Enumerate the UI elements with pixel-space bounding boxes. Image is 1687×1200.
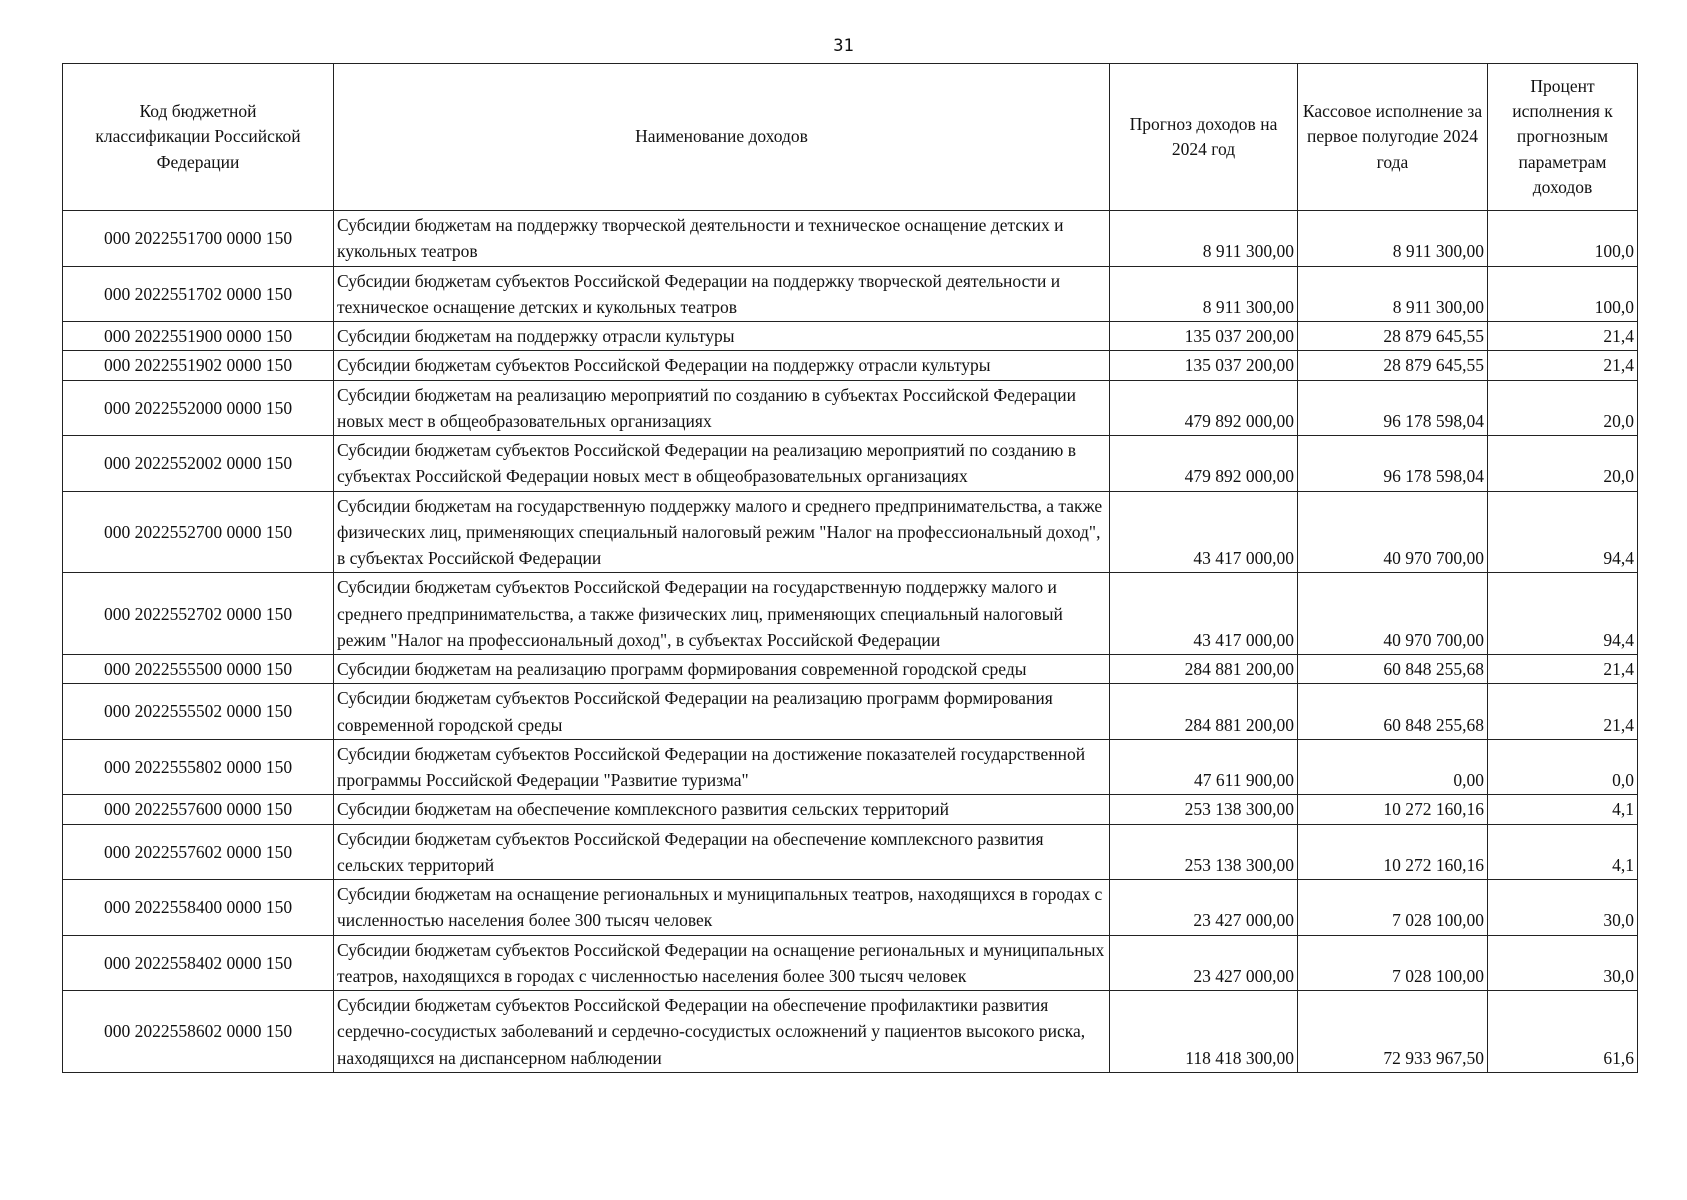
cell-name: Субсидии бюджетам субъектов Российской Федерации на обеспечение профилактики развития сердечно-сосудистых заболеваний и сердечно-сосудистых осложнений у пациентов высокого риска, находящихся на диспансерном наблюдении (334, 991, 1110, 1073)
cell-name: Субсидии бюджетам субъектов Российской Федерации на реализацию мероприятий по созданию в субъектах Российской Федерации новых мест в общеобразовательных организациях (334, 436, 1110, 492)
cell-percent: 4,1 (1488, 795, 1638, 824)
table-row (63, 211, 1638, 267)
table-row (63, 380, 1638, 436)
cell-code: 000 2022551702 0000 150 (63, 266, 334, 322)
cell-execution: 8 911 300,00 (1298, 266, 1488, 322)
cell-forecast: 479 892 000,00 (1110, 380, 1298, 436)
cell-forecast: 8 911 300,00 (1110, 266, 1298, 322)
table-row (63, 991, 1638, 1073)
table-row (63, 684, 1638, 740)
cell-forecast: 43 417 000,00 (1110, 573, 1298, 655)
cell-percent: 30,0 (1488, 880, 1638, 936)
table-header-row (63, 64, 1638, 211)
cell-forecast: 253 138 300,00 (1110, 795, 1298, 824)
cell-execution: 10 272 160,16 (1298, 795, 1488, 824)
cell-forecast: 253 138 300,00 (1110, 824, 1298, 880)
cell-execution: 10 272 160,16 (1298, 824, 1488, 880)
cell-name: Субсидии бюджетам на государственную поддержку малого и среднего предпринимательства, а также физических лиц, применяющих специальный налоговый режим "Налог на профессиональный доход", в субъектах Российской Федерации (334, 491, 1110, 573)
cell-percent: 94,4 (1488, 573, 1638, 655)
cell-name: Субсидии бюджетам субъектов Российской Федерации на обеспечение комплексного развития сельских территорий (334, 824, 1110, 880)
page-number: 31 (833, 36, 854, 56)
cell-code: 000 2022557600 0000 150 (63, 795, 334, 824)
cell-execution: 40 970 700,00 (1298, 491, 1488, 573)
cell-forecast: 8 911 300,00 (1110, 211, 1298, 267)
cell-percent: 20,0 (1488, 436, 1638, 492)
cell-code: 000 2022552000 0000 150 (63, 380, 334, 436)
cell-name: Субсидии бюджетам субъектов Российской Федерации на реализацию программ формирования современной городской среды (334, 684, 1110, 740)
cell-code: 000 2022558400 0000 150 (63, 880, 334, 936)
cell-name: Субсидии бюджетам на поддержку творческой деятельности и техническое оснащение детских и кукольных театров (334, 211, 1110, 267)
table-row (63, 351, 1638, 380)
cell-code: 000 2022558402 0000 150 (63, 935, 334, 991)
cell-forecast: 284 881 200,00 (1110, 655, 1298, 684)
cell-percent: 20,0 (1488, 380, 1638, 436)
cell-execution: 28 879 645,55 (1298, 322, 1488, 351)
cell-forecast: 135 037 200,00 (1110, 322, 1298, 351)
header-forecast: Прогноз доходов на 2024 год (1110, 64, 1298, 211)
cell-percent: 100,0 (1488, 211, 1638, 267)
cell-execution: 96 178 598,04 (1298, 380, 1488, 436)
cell-name: Субсидии бюджетам субъектов Российской Федерации на оснащение региональных и муниципальных театров, находящихся в городах с численностью населения более 300 тысяч человек (334, 935, 1110, 991)
cell-name: Субсидии бюджетам на поддержку отрасли культуры (334, 322, 1110, 351)
cell-percent: 61,6 (1488, 991, 1638, 1073)
cell-forecast: 118 418 300,00 (1110, 991, 1298, 1073)
cell-code: 000 2022555500 0000 150 (63, 655, 334, 684)
cell-name: Субсидии бюджетам на оснащение региональных и муниципальных театров, находящихся в городах с численностью населения более 300 тысяч человек (334, 880, 1110, 936)
cell-name: Субсидии бюджетам на реализацию мероприятий по созданию в субъектах Российской Федерации новых мест в общеобразовательных организациях (334, 380, 1110, 436)
cell-percent: 30,0 (1488, 935, 1638, 991)
cell-execution: 28 879 645,55 (1298, 351, 1488, 380)
header-percent: Процент исполнения к прогнозным параметрам доходов (1488, 64, 1638, 211)
cell-percent: 0,0 (1488, 739, 1638, 795)
cell-execution: 7 028 100,00 (1298, 880, 1488, 936)
table-row (63, 935, 1638, 991)
cell-execution: 60 848 255,68 (1298, 684, 1488, 740)
header-code: Код бюджетной классификации Российской Федерации (63, 64, 334, 211)
table-row (63, 491, 1638, 573)
table-row (63, 655, 1638, 684)
table-body (63, 211, 1638, 1073)
cell-execution: 72 933 967,50 (1298, 991, 1488, 1073)
header-execution: Кассовое исполнение за первое полугодие 2024 года (1298, 64, 1488, 211)
cell-percent: 21,4 (1488, 351, 1638, 380)
cell-forecast: 23 427 000,00 (1110, 935, 1298, 991)
cell-name: Субсидии бюджетам субъектов Российской Федерации на поддержку отрасли культуры (334, 351, 1110, 380)
table-row (63, 266, 1638, 322)
cell-code: 000 2022552702 0000 150 (63, 573, 334, 655)
cell-code: 000 2022551700 0000 150 (63, 211, 334, 267)
cell-code: 000 2022551900 0000 150 (63, 322, 334, 351)
cell-forecast: 47 611 900,00 (1110, 739, 1298, 795)
cell-code: 000 2022551902 0000 150 (63, 351, 334, 380)
revenue-table (62, 63, 1638, 1073)
cell-percent: 100,0 (1488, 266, 1638, 322)
cell-execution: 8 911 300,00 (1298, 211, 1488, 267)
cell-forecast: 284 881 200,00 (1110, 684, 1298, 740)
cell-code: 000 2022552700 0000 150 (63, 491, 334, 573)
cell-percent: 21,4 (1488, 655, 1638, 684)
cell-percent: 21,4 (1488, 684, 1638, 740)
cell-execution: 7 028 100,00 (1298, 935, 1488, 991)
cell-code: 000 2022558602 0000 150 (63, 991, 334, 1073)
cell-code: 000 2022557602 0000 150 (63, 824, 334, 880)
cell-percent: 94,4 (1488, 491, 1638, 573)
cell-forecast: 135 037 200,00 (1110, 351, 1298, 380)
table-row (63, 573, 1638, 655)
cell-name: Субсидии бюджетам субъектов Российской Федерации на государственную поддержку малого и среднего предпринимательства, а также физических лиц, применяющих специальный налоговый режим "Налог на профессиональный доход", в субъектах Российской Федерации (334, 573, 1110, 655)
header-name: Наименование доходов (334, 64, 1110, 211)
cell-forecast: 43 417 000,00 (1110, 491, 1298, 573)
cell-forecast: 479 892 000,00 (1110, 436, 1298, 492)
cell-execution: 40 970 700,00 (1298, 573, 1488, 655)
cell-name: Субсидии бюджетам на реализацию программ формирования современной городской среды (334, 655, 1110, 684)
cell-execution: 96 178 598,04 (1298, 436, 1488, 492)
cell-name: Субсидии бюджетам субъектов Российской Федерации на достижение показателей государственной программы Российской Федерации "Развитие туризма" (334, 739, 1110, 795)
cell-name: Субсидии бюджетам субъектов Российской Федерации на поддержку творческой деятельности и техническое оснащение детских и кукольных театров (334, 266, 1110, 322)
cell-name: Субсидии бюджетам на обеспечение комплексного развития сельских территорий (334, 795, 1110, 824)
table-row (63, 739, 1638, 795)
table-row (63, 880, 1638, 936)
table-row (63, 824, 1638, 880)
table-row (63, 322, 1638, 351)
cell-code: 000 2022555502 0000 150 (63, 684, 334, 740)
cell-code: 000 2022555802 0000 150 (63, 739, 334, 795)
cell-execution: 60 848 255,68 (1298, 655, 1488, 684)
cell-execution: 0,00 (1298, 739, 1488, 795)
cell-percent: 21,4 (1488, 322, 1638, 351)
cell-percent: 4,1 (1488, 824, 1638, 880)
cell-forecast: 23 427 000,00 (1110, 880, 1298, 936)
cell-code: 000 2022552002 0000 150 (63, 436, 334, 492)
table-row (63, 795, 1638, 824)
table-row (63, 436, 1638, 492)
